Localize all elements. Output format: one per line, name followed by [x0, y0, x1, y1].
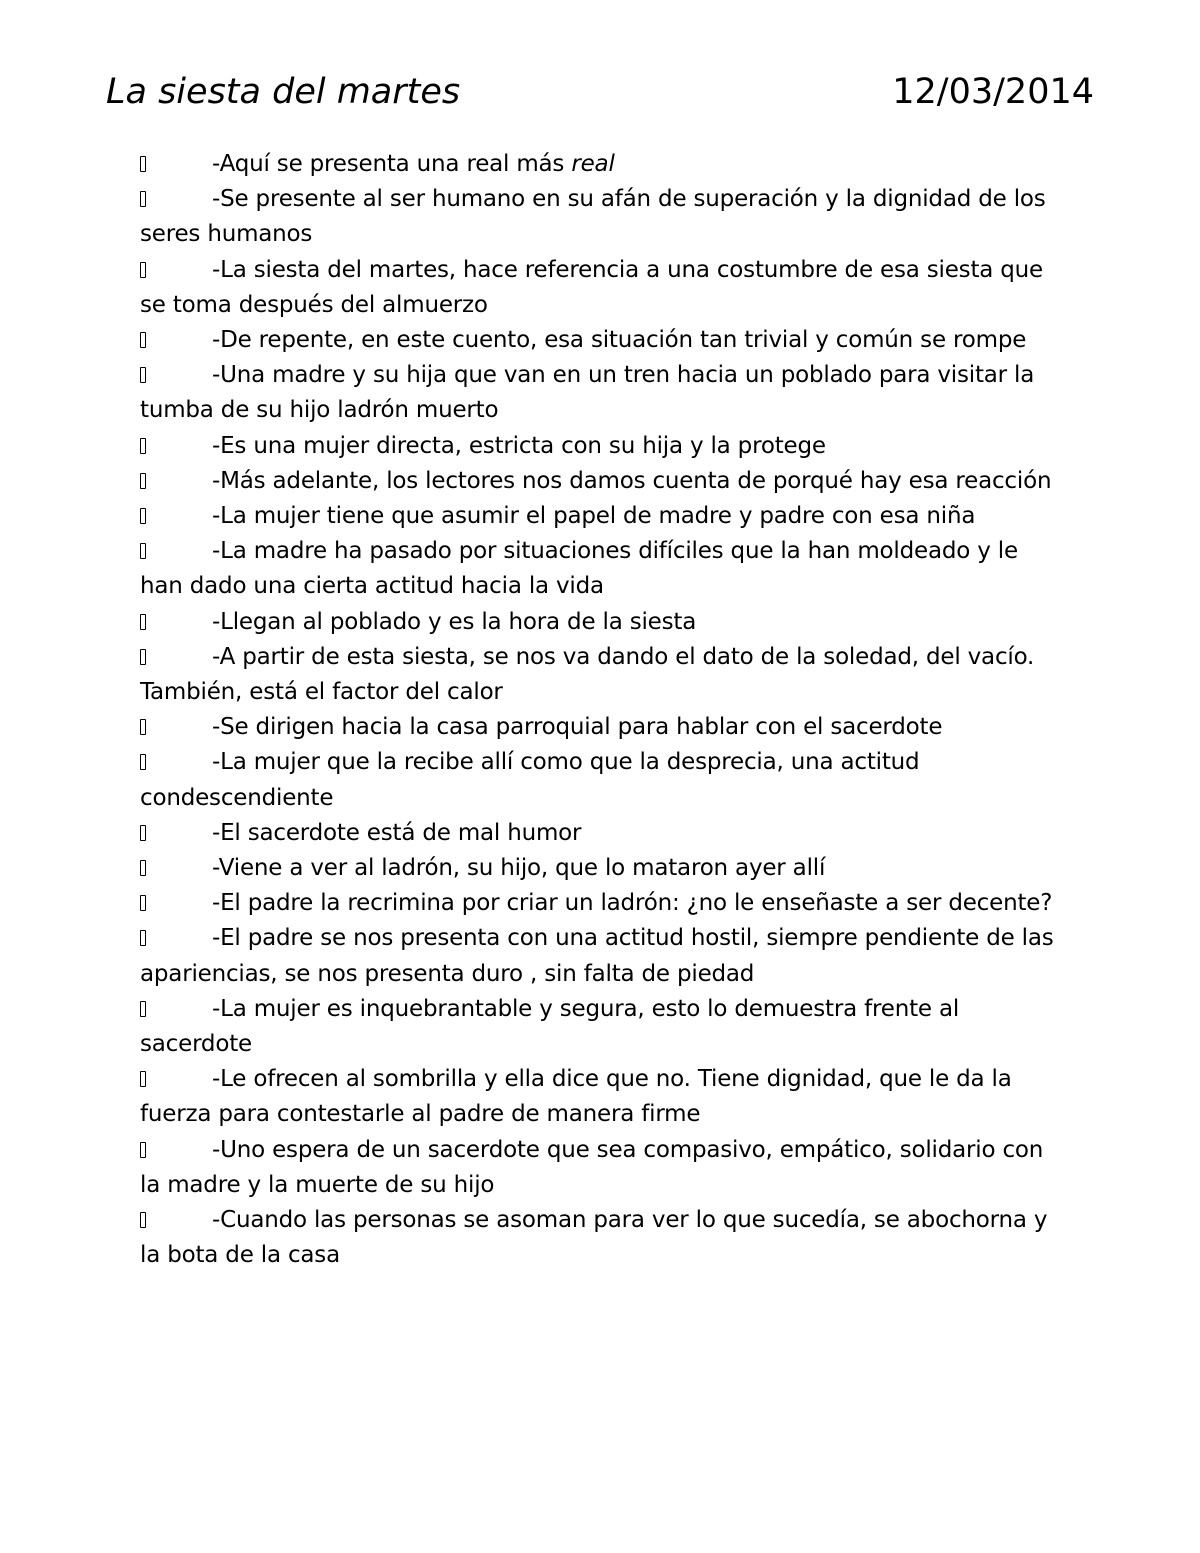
list-item-text: -El padre se nos presenta con una actitud hostil, siempre pendiente de las apariencias, se nos presenta duro , sin falta de piedad: [140, 925, 1054, 987]
list-item: [140, 147, 1060, 182]
list-item-text: -Más adelante, los lectores nos damos cuenta de porqué hay esa reacción: [212, 467, 1052, 494]
list-item: [140, 464, 1060, 499]
document-date: 12/03/2014: [892, 72, 1094, 112]
missing-glyph-icon: [140, 367, 146, 383]
list-item: [140, 851, 1060, 886]
missing-glyph-icon: [140, 156, 146, 172]
bullet-icon: [140, 1133, 212, 1168]
missing-glyph-icon: [140, 860, 146, 876]
list-item-text: -Aquí se presenta una real más: [212, 151, 572, 177]
list-item: [140, 1133, 1060, 1203]
bullet-icon: [140, 464, 212, 499]
list-item-text: -A partir de esta siesta, se nos va dando el dato de la soledad, del vacío. También, está el factor del calor: [140, 643, 1035, 706]
missing-glyph-icon: [140, 754, 146, 770]
list-item-text: -Cuando las personas se asoman para ver lo que sucedía, se abochorna y la bota de la casa: [140, 1207, 1048, 1269]
list-item: [140, 921, 1060, 991]
list-item: [140, 745, 1060, 815]
list-item-text: -La mujer que la recibe allí como que la desprecia, una actitud condescendiente: [140, 749, 920, 811]
bullet-icon: [140, 358, 212, 393]
list-item-text: -Es una mujer directa, estricta con su hija y la protege: [212, 432, 826, 459]
list-item-text: -La mujer es inquebrantable y segura, esto lo demuestra frente al sacerdote: [140, 995, 960, 1058]
list-item: [140, 886, 1060, 921]
missing-glyph-icon: [140, 262, 146, 278]
list-item-emphasis: real: [571, 151, 615, 177]
bullet-icon: [140, 147, 212, 182]
missing-glyph-icon: [140, 543, 146, 559]
list-item-text: -El sacerdote está de mal humor: [212, 819, 582, 846]
bullet-icon: [140, 992, 212, 1027]
bullet-icon: [140, 745, 212, 780]
list-item-text: -El padre la recrimina por criar un ladrón: ¿no le enseñaste a ser decente?: [212, 890, 1053, 917]
bullet-icon: [140, 499, 212, 534]
list-item: [140, 640, 1060, 710]
missing-glyph-icon: [140, 649, 146, 665]
list-item-text: -La siesta del martes, hace referencia a una costumbre de esa siesta que se toma después del almuerzo: [140, 256, 1044, 318]
list-item: [140, 358, 1060, 428]
list-item-text: -Se presente al ser humano en su afán de superación y la dignidad de los seres humanos: [140, 186, 1046, 248]
list-item: [140, 710, 1060, 745]
missing-glyph-icon: [140, 473, 146, 489]
bullet-icon: [140, 921, 212, 956]
list-item-text: -Llegan al poblado y es la hora de la siesta: [212, 608, 697, 635]
list-item: [140, 429, 1060, 464]
list-item: [140, 253, 1060, 323]
bullet-list: [140, 147, 1060, 1274]
list-item-text: -Una madre y su hija que van en un tren hacia un poblado para visitar la tumba de su hijo ladrón muerto: [140, 362, 1035, 424]
list-item-text: -Se dirigen hacia la casa parroquial para hablar con el sacerdote: [212, 714, 943, 741]
list-item-text: -De repente, en este cuento, esa situación tan trivial y común se rompe: [212, 327, 1027, 354]
missing-glyph-icon: [140, 438, 146, 454]
document-title: La siesta del martes: [106, 72, 461, 112]
list-item: [140, 992, 1060, 1062]
list-item: [140, 534, 1060, 604]
list-item: [140, 1203, 1060, 1273]
bullet-icon: [140, 816, 212, 851]
bullet-icon: [140, 253, 212, 288]
bullet-icon: [140, 323, 212, 358]
missing-glyph-icon: [140, 332, 146, 348]
list-item: [140, 1062, 1060, 1132]
list-item-text: -Le ofrecen al sombrilla y ella dice que no. Tiene dignidad, que le da la fuerza para contestarle al padre de manera firme: [140, 1066, 1012, 1128]
list-item-text: -Viene a ver al ladrón, su hijo, que lo mataron ayer allí: [212, 855, 826, 882]
bullet-icon: [140, 1062, 212, 1097]
bullet-icon: [140, 886, 212, 921]
missing-glyph-icon: [140, 1142, 146, 1158]
missing-glyph-icon: [140, 719, 146, 735]
list-item: [140, 499, 1060, 534]
missing-glyph-icon: [140, 1001, 146, 1017]
missing-glyph-icon: [140, 930, 146, 946]
bullet-icon: [140, 534, 212, 569]
missing-glyph-icon: [140, 825, 146, 841]
bullet-icon: [140, 605, 212, 640]
list-item-text: -La mujer tiene que asumir el papel de madre y padre con esa niña: [212, 503, 976, 530]
bullet-icon: [140, 182, 212, 217]
bullet-icon: [140, 1203, 212, 1238]
list-item: [140, 182, 1060, 252]
missing-glyph-icon: [140, 1212, 146, 1228]
list-item-text: -Uno espera de un sacerdote que sea compasivo, empático, solidario con la madre y la muerte de su hijo: [140, 1136, 1044, 1198]
missing-glyph-icon: [140, 191, 146, 207]
missing-glyph-icon: [140, 614, 146, 630]
bullet-icon: [140, 640, 212, 675]
document-header: [106, 70, 1094, 118]
list-item: [140, 323, 1060, 358]
missing-glyph-icon: [140, 895, 146, 911]
list-item-text: -La madre ha pasado por situaciones difíciles que la han moldeado y le han dado una cierta actitud hacia la vida: [140, 538, 1018, 600]
bullet-icon: [140, 710, 212, 745]
bullet-icon: [140, 429, 212, 464]
missing-glyph-icon: [140, 1071, 146, 1087]
missing-glyph-icon: [140, 508, 146, 524]
list-item: [140, 605, 1060, 640]
list-item: [140, 816, 1060, 851]
bullet-icon: [140, 851, 212, 886]
